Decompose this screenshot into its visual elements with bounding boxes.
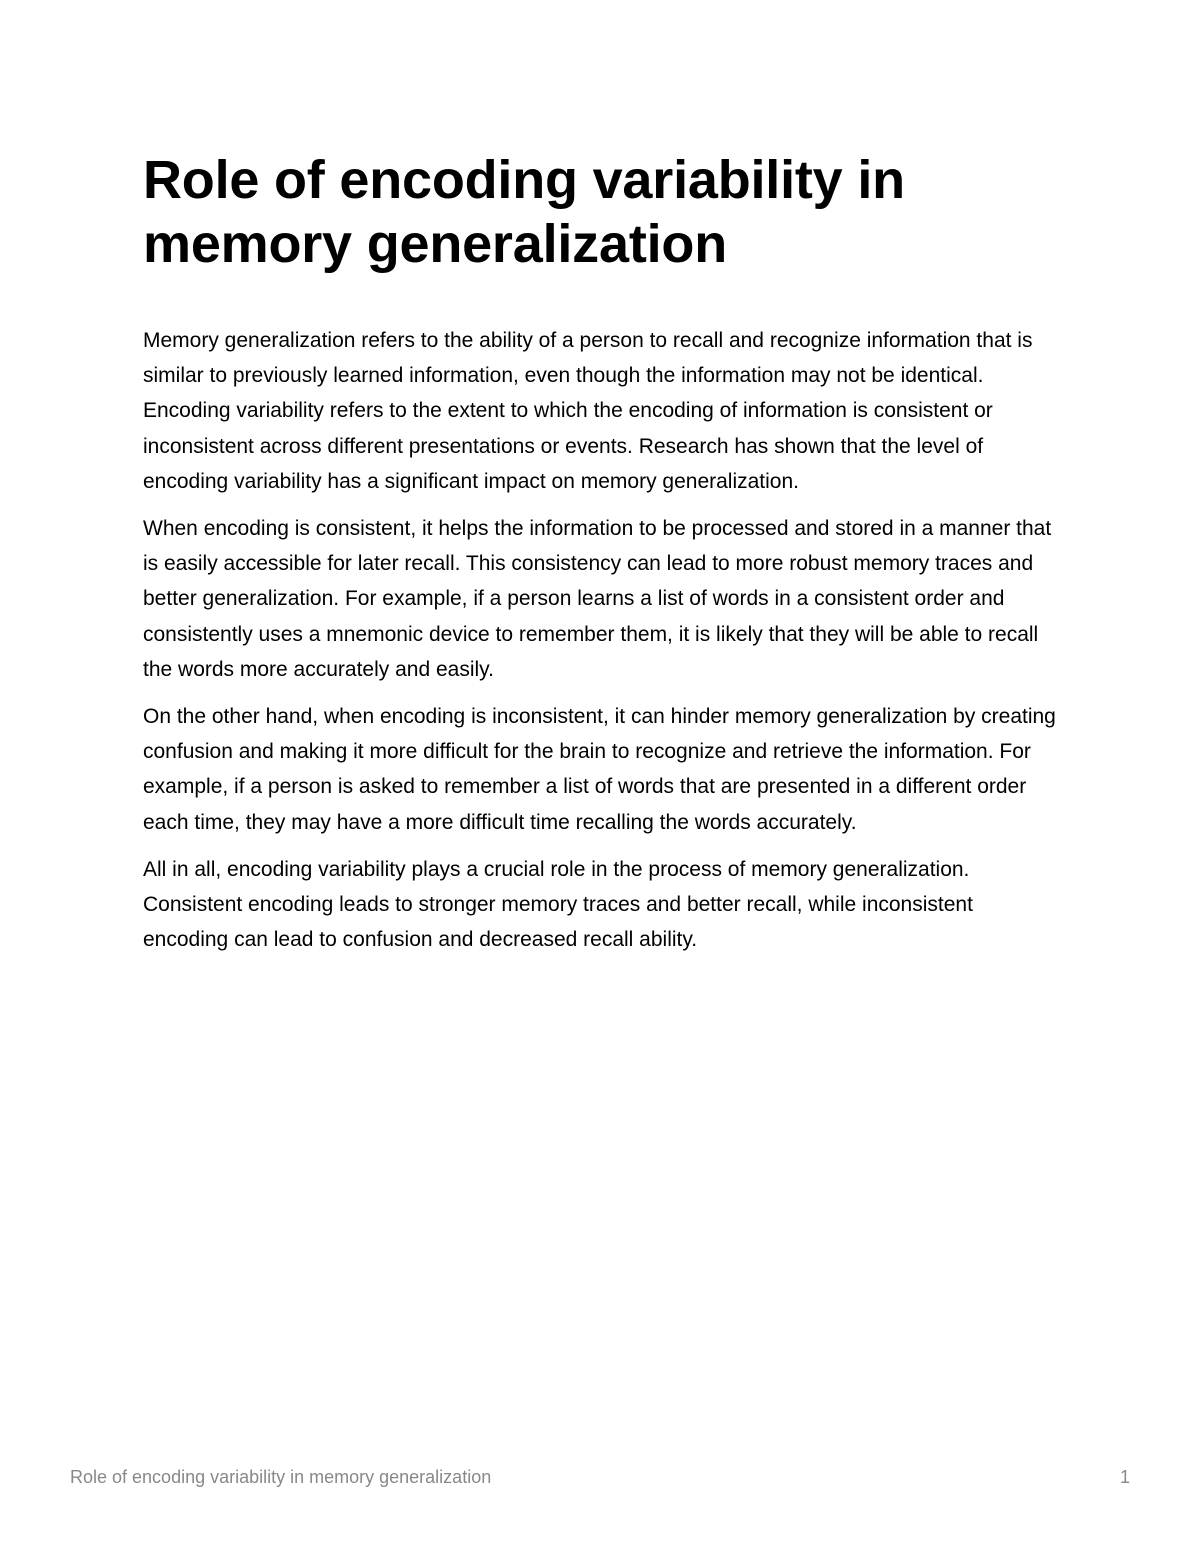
- paragraph-2: When encoding is consistent, it helps the information to be processed and stored in a manner that is easily accessible for later recall. This consistency can lead to more robust memory traces and better generalization. For example, if a person learns a list of words in a consistent order and consistently uses a mnemonic device to remember them, it is likely that they will be able to recall the words more accurately and easily.: [143, 517, 1052, 681]
- paragraph-3: On the other hand, when encoding is inconsistent, it can hinder memory generalization by creating confusion and making it more difficult for the brain to recognize and retrieve the information. For example, if a person is asked to remember a list of words that are presented in a different order each time, they may have a more difficult time recalling the words accurately.: [143, 705, 1056, 834]
- paragraph-1: Memory generalization refers to the ability of a person to recall and recognize information that is similar to previously learned information, even though the information may not be identical. Encoding variability refers to the extent to which the encoding of information is consistent or inconsistent across different presentations or events. Research has shown that the level of encoding variability has a significant impact on memory generalization.: [143, 329, 1033, 493]
- footer-title: Role of encoding variability in memory generalization: [70, 1467, 492, 1487]
- document-title: Role of encoding variability in memory generalization: [143, 150, 905, 274]
- paragraph-4: All in all, encoding variability plays a crucial role in the process of memory generalization. Consistent encoding leads to stronger memory traces and better recall, while inconsistent encoding can lead to confusion and decreased recall ability.: [143, 857, 973, 952]
- document-content: [143, 148, 1063, 969]
- footer-page-number: 1: [1119, 1467, 1130, 1487]
- page-footer: [70, 1465, 1130, 1489]
- document-body: [143, 323, 1063, 957]
